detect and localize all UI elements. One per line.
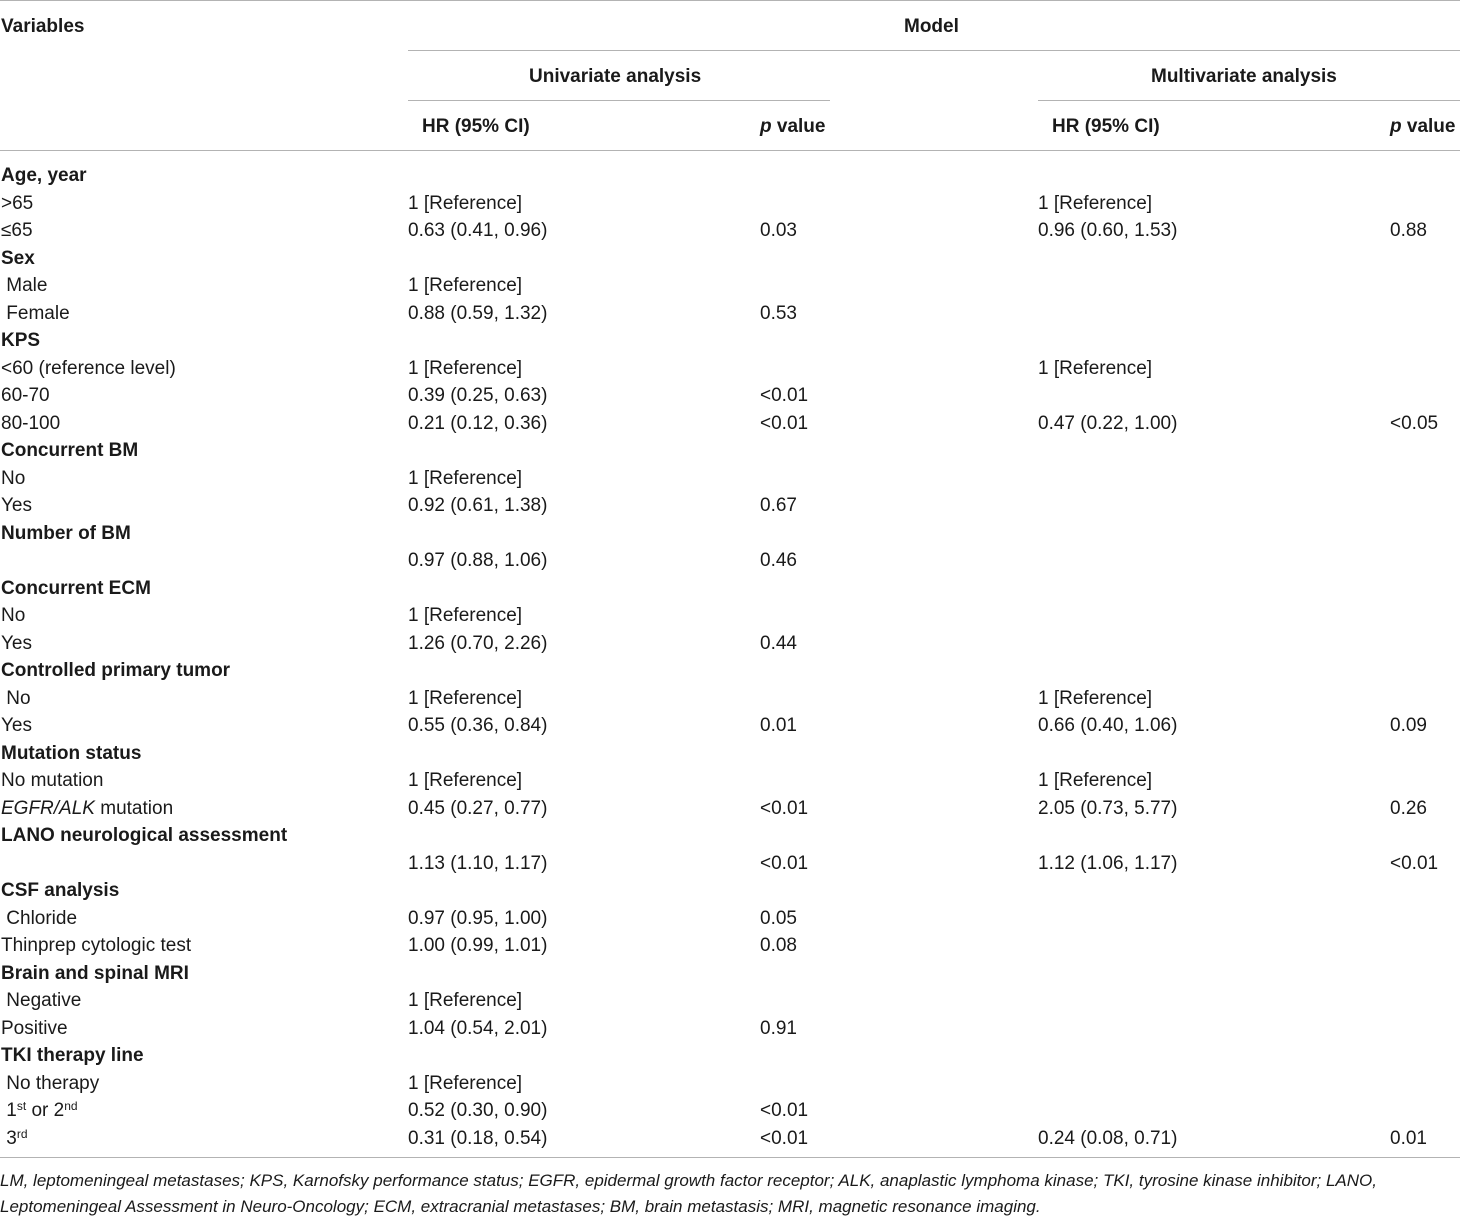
univariate-hr-cell: 1 [Reference]	[408, 688, 523, 709]
univariate-hr-cell: 0.97 (0.88, 1.06)	[408, 550, 548, 571]
univariate-hr-cell: 1.26 (0.70, 2.26)	[408, 633, 548, 654]
univariate-p-cell: 0.05	[760, 908, 797, 929]
multivariate-hr-cell: 1 [Reference]	[1038, 358, 1153, 379]
univariate-p-cell: 0.03	[760, 220, 797, 241]
variable-label: Yes	[1, 495, 32, 516]
univariate-hr-cell: 0.92 (0.61, 1.38)	[408, 495, 548, 516]
table-footnote: LM, leptomeningeal metastases; KPS, Karnofsky performance status; EGFR, epidermal growth factor receptor; ALK, anaplastic lymphoma kinase; TKI, tyrosine kinase inhibitor; LANO, Leptomeningeal Assessment in Neuro-Oncology; ECM, extracranial metastases; BM, brain metastasis; MRI, magnetic resonance imaging.	[0, 1171, 1377, 1216]
multivariate-p-cell: <0.05	[1390, 413, 1439, 434]
univariate-hr-cell: 0.39 (0.25, 0.63)	[408, 385, 548, 406]
multivariate-hr-cell: 0.96 (0.60, 1.53)	[1038, 220, 1178, 241]
section-label: Age, year	[1, 165, 87, 186]
univariate-hr-cell: 0.55 (0.36, 0.84)	[408, 715, 548, 736]
section-label: Sex	[1, 248, 35, 269]
variable-label: No mutation	[1, 770, 104, 791]
section-label: Concurrent BM	[1, 440, 139, 461]
multivariate-p-cell: 0.26	[1390, 798, 1427, 819]
univariate-hr-cell: 1 [Reference]	[408, 770, 523, 791]
multivariate-rule	[1038, 100, 1460, 101]
multivariate-hr-cell: 1 [Reference]	[1038, 770, 1153, 791]
univariate-hr-cell: 1 [Reference]	[408, 193, 523, 214]
section-label: Brain and spinal MRI	[1, 963, 189, 984]
univariate-hr-cell: 0.31 (0.18, 0.54)	[408, 1128, 548, 1149]
header-multivariate-hr: HR (95% CI)	[1052, 116, 1160, 137]
univariate-hr-cell: 1 [Reference]	[408, 605, 523, 626]
univariate-p-cell: <0.01	[760, 413, 809, 434]
variable-label: EGFR/ALK mutation	[1, 798, 174, 819]
univariate-hr-cell: 0.52 (0.30, 0.90)	[408, 1100, 548, 1121]
univariate-p-cell: 0.91	[760, 1018, 797, 1039]
univariate-p-cell: 0.01	[760, 715, 797, 736]
model-rule	[408, 50, 1460, 51]
univariate-hr-cell: 1.04 (0.54, 2.01)	[408, 1018, 548, 1039]
variable-label: >65	[1, 193, 34, 214]
variable-label: Negative	[1, 990, 82, 1011]
variable-label: No	[1, 605, 26, 626]
section-label: Mutation status	[1, 743, 142, 764]
multivariate-p-cell: 0.01	[1390, 1128, 1427, 1149]
multivariate-hr-cell: 1 [Reference]	[1038, 193, 1153, 214]
univariate-p-cell: 0.46	[760, 550, 797, 571]
multivariate-p-cell: <0.01	[1390, 853, 1439, 874]
section-label: Controlled primary tumor	[1, 660, 231, 681]
univariate-p-cell: 0.44	[760, 633, 797, 654]
univariate-hr-cell: 1 [Reference]	[408, 990, 523, 1011]
univariate-p-cell: 0.53	[760, 303, 797, 324]
header-bottom-rule	[0, 150, 1460, 151]
univariate-hr-cell: 0.21 (0.12, 0.36)	[408, 413, 548, 434]
univariate-hr-cell: 1 [Reference]	[408, 1073, 523, 1094]
variable-label: No	[1, 688, 31, 709]
header-univariate-hr: HR (95% CI)	[422, 116, 530, 137]
section-label: Number of BM	[1, 523, 131, 544]
multivariate-hr-cell: 0.47 (0.22, 1.00)	[1038, 413, 1178, 434]
univariate-hr-cell: 1 [Reference]	[408, 358, 523, 379]
variable-label: Positive	[1, 1018, 68, 1039]
variable-label: Yes	[1, 633, 32, 654]
variable-label: Male	[1, 275, 48, 296]
header-univariate-p: p value	[760, 116, 826, 137]
variable-label: 60-70	[1, 385, 50, 406]
multivariate-p-cell: 0.88	[1390, 220, 1427, 241]
univariate-rule	[408, 100, 830, 101]
variable-label: ≤65	[1, 220, 33, 241]
variable-label: 1st or 2nd	[1, 1099, 78, 1121]
multivariate-hr-cell: 1 [Reference]	[1038, 688, 1153, 709]
variable-label: Thinprep cytologic test	[1, 935, 192, 956]
multivariate-hr-cell: 0.24 (0.08, 0.71)	[1038, 1128, 1178, 1149]
header-univariate: Univariate analysis	[529, 66, 702, 87]
univariate-hr-cell: 1 [Reference]	[408, 468, 523, 489]
multivariate-hr-cell: 0.66 (0.40, 1.06)	[1038, 715, 1178, 736]
univariate-hr-cell: 0.97 (0.95, 1.00)	[408, 908, 548, 929]
univariate-p-cell: <0.01	[760, 385, 809, 406]
variable-label: Chloride	[1, 908, 78, 929]
univariate-hr-cell: 1.00 (0.99, 1.01)	[408, 935, 548, 956]
header-multivariate-p: p value	[1390, 116, 1456, 137]
multivariate-p-cell: 0.09	[1390, 715, 1427, 736]
variable-label: 3rd	[1, 1127, 28, 1149]
variable-label: <60 (reference level)	[1, 358, 176, 379]
univariate-p-cell: <0.01	[760, 1100, 809, 1121]
univariate-p-cell: <0.01	[760, 798, 809, 819]
univariate-p-cell: 0.67	[760, 495, 797, 516]
univariate-p-cell: <0.01	[760, 1128, 809, 1149]
header-model: Model	[904, 16, 959, 37]
univariate-hr-cell: 0.45 (0.27, 0.77)	[408, 798, 548, 819]
univariate-hr-cell: 1.13 (1.10, 1.17)	[408, 853, 548, 874]
variable-label: 80-100	[1, 413, 61, 434]
section-label: LANO neurological assessment	[1, 825, 288, 846]
section-label: Concurrent ECM	[1, 578, 151, 599]
section-label: CSF analysis	[1, 880, 120, 901]
bottom-rule	[0, 1157, 1460, 1158]
variable-label: No therapy	[1, 1073, 100, 1094]
section-label: KPS	[1, 330, 41, 351]
header-multivariate: Multivariate analysis	[1151, 66, 1337, 87]
univariate-hr-cell: 0.63 (0.41, 0.96)	[408, 220, 548, 241]
header-variables: Variables	[1, 16, 85, 37]
multivariate-hr-cell: 2.05 (0.73, 5.77)	[1038, 798, 1178, 819]
variable-label: Yes	[1, 715, 32, 736]
variable-label: Female	[1, 303, 70, 324]
multivariate-hr-cell: 1.12 (1.06, 1.17)	[1038, 853, 1178, 874]
univariate-hr-cell: 1 [Reference]	[408, 275, 523, 296]
section-label: TKI therapy line	[1, 1045, 144, 1066]
univariate-hr-cell: 0.88 (0.59, 1.32)	[408, 303, 548, 324]
top-rule	[0, 0, 1460, 1]
variable-label: No	[1, 468, 26, 489]
univariate-p-cell: 0.08	[760, 935, 797, 956]
univariate-p-cell: <0.01	[760, 853, 809, 874]
